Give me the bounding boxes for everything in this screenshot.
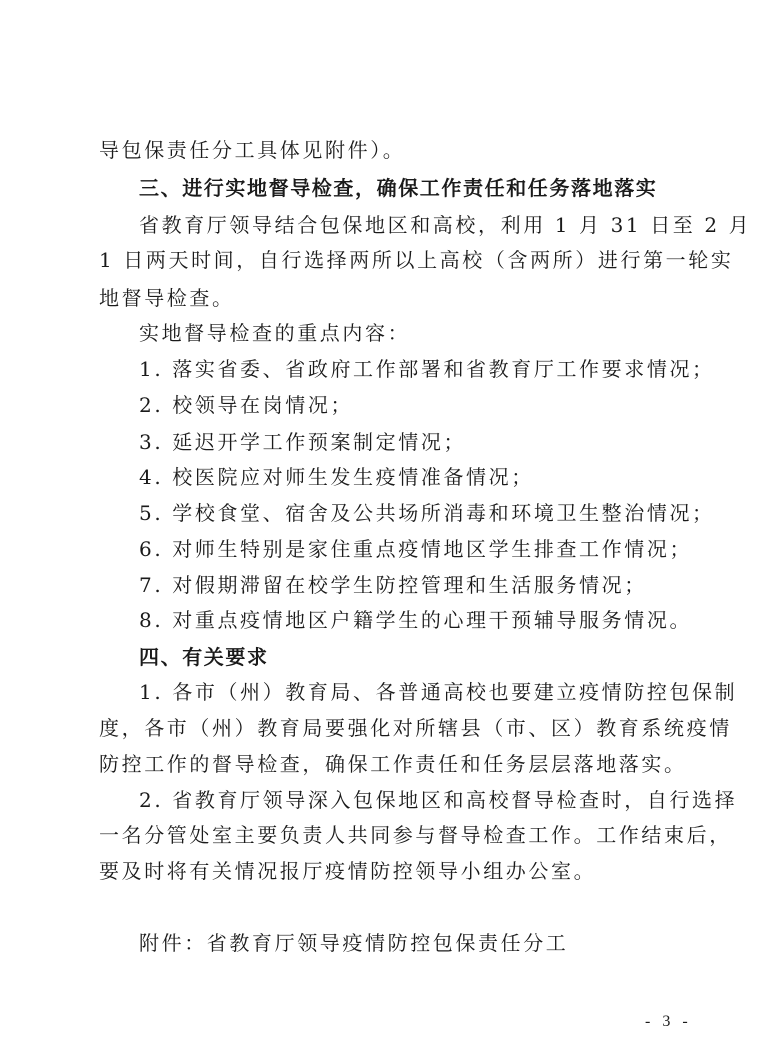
body-text-line: 度，各市（州）教育局要强化对所辖县（市、区）教育系统疫情 <box>99 716 732 740</box>
list-item: 8. 对重点疫情地区户籍学生的心理干预辅导服务情况。 <box>139 608 693 632</box>
body-text-line: 地督导检查。 <box>99 286 235 310</box>
body-text-line: 导包保责任分工具体见附件）。 <box>99 138 406 162</box>
body-text-line: 2. 省教育厅领导深入包保地区和高校督导检查时，自行选择 <box>139 788 738 812</box>
list-item: 3. 延迟开学工作预案制定情况； <box>139 430 467 454</box>
section-heading-3: 三、进行实地督导检查，确保工作责任和任务落地落实 <box>139 176 658 200</box>
body-text-line: 要及时将有关情况报厅疫情防控领导小组办公室。 <box>99 859 597 883</box>
body-text-line: 一名分管处室主要负责人共同参与督导检查工作。工作结束后， <box>99 823 732 847</box>
body-text-line: 防控工作的督导检查，确保工作责任和任务层层落地落实。 <box>99 752 687 776</box>
body-text-line: 1 日两天时间，自行选择两所以上高校（含两所）进行第一轮实 <box>99 248 734 272</box>
list-item: 7. 对假期滞留在校学生防控管理和生活服务情况； <box>139 573 647 597</box>
attachment-line: 附件：省教育厅领导疫情防控包保责任分工 <box>139 931 569 955</box>
section-heading-4: 四、有关要求 <box>139 645 269 669</box>
list-item: 1. 落实省委、省政府工作部署和省教育厅工作要求情况； <box>139 357 715 381</box>
page-number: - 3 - <box>645 1013 692 1030</box>
body-text-line: 1. 各市（州）教育局、各普通高校也要建立疫情防控包保制 <box>139 680 738 704</box>
list-item: 2. 校领导在岗情况； <box>139 393 354 417</box>
body-text-line: 实地督导检查的重点内容： <box>139 321 411 345</box>
list-item: 6. 对师生特别是家住重点疫情地区学生排查工作情况； <box>139 537 693 561</box>
list-item: 5. 学校食堂、宿舍及公共场所消毒和环境卫生整治情况； <box>139 501 715 525</box>
body-text-line: 省教育厅领导结合包保地区和高校，利用 1 月 31 日至 2 月 <box>139 213 752 237</box>
list-item: 4. 校医院应对师生发生疫情准备情况； <box>139 465 534 489</box>
